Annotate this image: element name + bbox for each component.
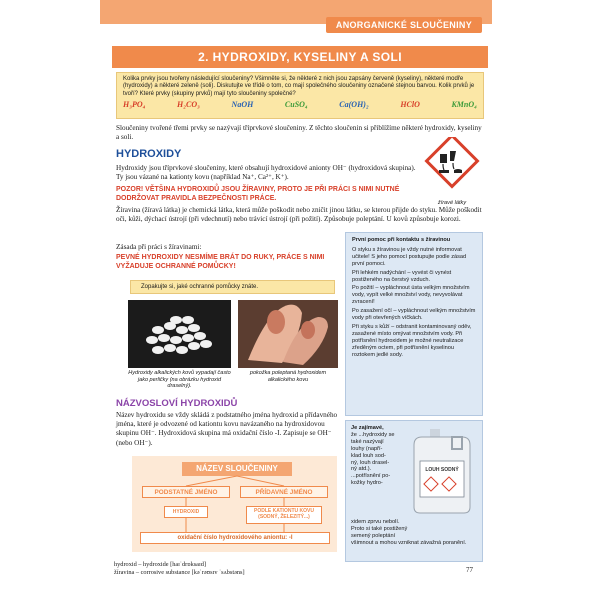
fun-fact-line: že ...hydroxidy se xyxy=(351,431,395,438)
fun-fact-line: Proto si také postižený xyxy=(351,525,408,532)
section-heading-hydroxidy: HYDROXIDY xyxy=(116,148,182,160)
intro-text: Kolika prvky jsou tvořeny následující sloučeniny? Všimněte si, že některé z nich jsou zapsány červeně (kyseliny), některé modře (hydroxidy) a některé zeleně (soli). Diskutujte ve třídě o tom, co mají společného sloučeniny označené stejnou barvou. Kolik prvků je tvoří? Které prvky (skupiny prvků) mají tyto sloučeniny společné? xyxy=(123,76,475,97)
lye-canister-image xyxy=(406,427,478,515)
first-aid-title: První pomoc při kontaktu s žíravinou xyxy=(352,237,451,243)
fun-fact-line: kožky hydro- xyxy=(351,480,383,487)
lead-paragraph: Sloučeniny tvořené třemi prvky se nazývají tříprvkové sloučeniny. Z těchto sloučenin si přiblížíme některé hydroxidy, kyseliny a soli. xyxy=(116,124,482,142)
diagram-adjective-value: PODLE KATIONTU KOVU (SODNÝ, ŽELEZITÝ...) xyxy=(246,506,322,524)
first-aid-sidebar xyxy=(345,232,483,416)
fun-fact-line: také nazývají xyxy=(351,438,384,445)
glossary-line: žíravina – corrosive substance [kəˈrəʊsɪv ˈsʌbstəns] xyxy=(114,569,245,576)
glossary-footer xyxy=(114,561,245,577)
chapter-title: 2. HYDROXIDY, KYSELINY A SOLI xyxy=(112,46,488,68)
diagram-oxidation-note: oxidační číslo hydroxidového aniontu: -I xyxy=(140,532,330,544)
diagram-adjective-box: PŘÍDAVNÉ JMÉNO xyxy=(240,486,328,498)
fun-fact-sidebar xyxy=(345,420,483,562)
formula-item: HClO xyxy=(400,100,420,110)
formula-item: H₃PO₄ xyxy=(123,100,146,110)
safety-warning: POZOR! VĚTŠINA HYDROXIDŮ JSOU ŽÍRAVINY, PROTO JE PŘI PRÁCI S NIMI NUTNÉ DODRŽOVAT PRAVIDLA BEZPEČNOSTI PRÁCE. xyxy=(116,186,400,203)
photo-caption: pokožka poleptaná hydroxidem alkalického kovu xyxy=(249,370,327,383)
hydroxidy-definition: Hydroxidy jsou tříprvkové sloučeniny, které obsahují hydroxidové anionty OH⁻ (hydroxidová skupina). Ty jsou vázané na kationty kovu (například Na⁺, Ca²⁺, K⁺). xyxy=(116,164,416,182)
fun-fact-text-top xyxy=(351,425,403,487)
first-aid-item: Po zasažení očí – vypláchnout velkým množstvím vody při otevřených víčkách. xyxy=(352,308,476,322)
fun-fact-line: ...potřísnění po- xyxy=(351,473,391,480)
intro-box xyxy=(116,72,484,119)
fun-fact-text-bottom xyxy=(351,519,477,547)
naming-diagram xyxy=(132,456,337,552)
formula-item: CuSO₄ xyxy=(284,100,308,110)
first-aid-item: Při lehkém nadýchání – vyvést či vynést postiženého na čerstvý vzduch. xyxy=(352,269,452,283)
photo-burned-skin xyxy=(238,300,338,368)
hazard-label: žíravé látky xyxy=(437,200,467,206)
fun-fact-line: všimnout a mohou vzniknat závažná poranění. xyxy=(351,539,467,546)
corrosive-hazard-icon xyxy=(424,137,480,199)
formula-item: KMnO₄ xyxy=(451,100,477,110)
note-box: Zopakujte si, jaké ochranné pomůcky znáte. xyxy=(130,280,335,294)
first-aid-item: Po požití – vypláchnout ústa velkým množstvím vody, vypít velké množství vody, nevyvolávat zvracení! xyxy=(352,285,470,306)
glossary-line: hydroxid – hydroxide [haɪˈdrɒksaɪd] xyxy=(114,561,206,568)
fun-fact-line: klad louh sod- xyxy=(351,452,386,459)
diagram-title: NÁZEV SLOUČENINY xyxy=(182,462,292,476)
safety-rule: PEVNÉ HYDROXIDY NESMÍME BRÁT DO RUKY, PRÁCE S NIMI VYŽADUJE OCHRANNÉ POMŮCKY! xyxy=(116,254,325,271)
photo-hydroxide-pellets xyxy=(128,300,231,368)
header-band xyxy=(100,0,492,30)
section-heading-nazvoslovi: NÁZVOSLOVÍ HYDROXIDŮ xyxy=(116,398,238,409)
fun-fact-line: ný atd.). xyxy=(351,466,372,473)
fun-fact-line: louhy (napří- xyxy=(351,445,383,452)
formula-list xyxy=(123,101,477,108)
fun-fact-line: xidem zprvu nebolí. xyxy=(351,519,400,525)
fun-fact-line: semený poleptání xyxy=(351,532,396,539)
first-aid-item: Při styku s kůží – odstranit kontaminovaný oděv, zasažené místo omývat množstvím vody. Při potřísnění hydroxidem je možné neutralizace zředěným octem, při potřísnění kyselinou roztokem jedlé sody. xyxy=(352,323,472,358)
chapter-tab: ANORGANICKÉ SLOUČENINY xyxy=(326,17,482,33)
diagram-noun-box: PODSTATNÉ JMÉNO xyxy=(142,486,230,498)
formula-item: Ca(OH)₂ xyxy=(339,100,369,110)
formula-item: H₂CO₃ xyxy=(177,100,200,110)
diagram-noun-value: HYDROXID xyxy=(164,506,208,518)
page-number: 77 xyxy=(466,566,473,574)
canister-label: LOUH SODNÝ xyxy=(425,467,459,473)
rule-intro: Zásada při práci s žíravinami: xyxy=(116,243,202,251)
fun-fact-line: ný, louh drasel- xyxy=(351,459,390,466)
formula-item: NaOH xyxy=(231,100,254,110)
fun-fact-line: Je zajímavé, xyxy=(351,425,384,431)
nazvoslovi-paragraph: Název hydroxidu se vždy skládá z podstatného jména hydroxid a přídavného jména, které je odvozené od kationtu kovu navázaného na hydroxidovou skupinu OH⁻. Hydroxidová skupina má oxidační číslo -I. Zapisuje se OH⁻ (nebo OH⁻). xyxy=(116,411,338,447)
photo-caption: Hydroxidy alkalických kovů vypadají často jako perličky (na obrázku hydroxid draselný). xyxy=(128,370,231,390)
first-aid-item: O styku s žíravinou je vždy nutné informovat učitele! S jeho pomocí postupujte podle zásad první pomoci. xyxy=(352,246,467,267)
zeravina-paragraph: Žíravina (žíravá látka) je chemická látka, která může poškodit nebo zničit jinou látku, se kterou přijde do styku. Může poškodit oči, kůži, dýchací ústrojí (při vdechnutí) nebo trávicí ústrojí (při požití). Způsobuje poleptání. U kovů způsobuje korozi. xyxy=(116,206,482,224)
